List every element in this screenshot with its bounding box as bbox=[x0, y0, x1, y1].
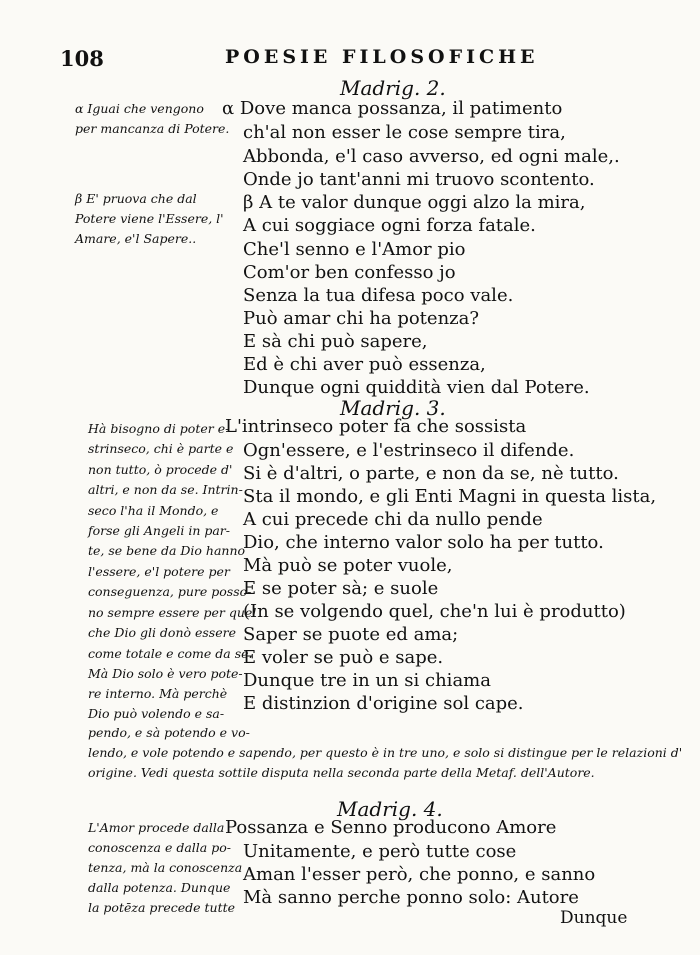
madrigal-4-heading: Madrig. 4. bbox=[337, 797, 443, 821]
verse-line: α Dove manca possanza, il patimento bbox=[222, 98, 563, 119]
verse-line: E sà chi può sapere, bbox=[243, 331, 428, 352]
margin-note: che Dio gli donò essere bbox=[88, 625, 236, 640]
margin-note: re interno. Mà perchè bbox=[88, 686, 228, 701]
running-title: POESIE FILOSOFICHE bbox=[225, 46, 539, 68]
verse-line: Dunque ogni quiddità vien dal Potere. bbox=[243, 377, 590, 398]
margin-note: non tutto, ò procede d' bbox=[88, 462, 233, 477]
madrigal-2-heading: Madrig. 2. bbox=[340, 76, 446, 100]
margin-note: Amare, e'l Sapere.. bbox=[75, 231, 197, 246]
verse-line: Si è d'altri, o parte, e non da se, nè tutto. bbox=[243, 463, 619, 484]
verse-line: Com'or ben confesso jo bbox=[243, 262, 456, 283]
verse-line: Che'l senno e l'Amor pio bbox=[243, 239, 466, 260]
margin-note: Potere viene l'Essere, l' bbox=[75, 211, 224, 226]
margin-note: per mancanza di Potere. bbox=[75, 121, 230, 136]
verse-line: Ed è chi aver può essenza, bbox=[243, 354, 486, 375]
margin-note: pendo, e sà potendo e vo- bbox=[88, 725, 250, 740]
margin-note: β E' pruova che dal bbox=[75, 191, 197, 206]
margin-note: strinseco, chi è parte e bbox=[88, 441, 234, 456]
verse-line: Può amar chi ha potenza? bbox=[243, 308, 480, 329]
verse-line: ch'al non esser le cose sempre tira, bbox=[243, 122, 566, 143]
margin-note: altri, e non da se. Intrin- bbox=[88, 482, 243, 497]
verse-line: Aman l'esser però, che ponno, e sanno bbox=[243, 864, 596, 885]
margin-note: conoscenza e dalla po- bbox=[88, 840, 231, 855]
page-header bbox=[60, 46, 620, 70]
footnote-continuation: origine. Vedi questa sottile disputa nella seconda parte della Metaf. dell'Autore. bbox=[88, 765, 595, 780]
verse-line: E voler se può e sape. bbox=[243, 647, 444, 668]
verse-line: Dio, che interno valor solo ha per tutto. bbox=[243, 532, 604, 553]
margin-note: seco l'ha il Mondo, e bbox=[88, 503, 219, 518]
margin-note: forse gli Angeli in par- bbox=[88, 523, 231, 538]
verse-line: E se poter sà; e suole bbox=[243, 578, 439, 599]
catchword: Dunque bbox=[560, 908, 628, 928]
verse-line: E distinzion d'origine sol cape. bbox=[243, 693, 524, 714]
verse-line: Ogn'essere, e l'estrinseco il difende. bbox=[243, 440, 575, 461]
margin-note: la potēza precede tutte bbox=[88, 900, 236, 915]
verse-line: Unitamente, e però tutte cose bbox=[243, 841, 517, 862]
margin-note: come totale e come da se. bbox=[88, 646, 253, 661]
verse-line: Saper se puote ed ama; bbox=[243, 624, 459, 645]
verse-line: A cui soggiace ogni forza fatale. bbox=[243, 215, 536, 236]
verse-line: A cui precede chi da nullo pende bbox=[243, 509, 543, 530]
margin-note: conseguenza, pure posso- bbox=[88, 584, 252, 599]
verse-line: Senza la tua difesa poco vale. bbox=[243, 285, 514, 306]
verse-line: Onde jo tant'anni mi truovo scontento. bbox=[243, 169, 595, 190]
margin-note: Dio può volendo e sa- bbox=[88, 706, 225, 721]
margin-note: L'Amor procede dalla bbox=[88, 820, 225, 835]
verse-line: L'intrinseco poter fa che sossista bbox=[225, 416, 527, 437]
footnote-continuation: lendo, e vole potendo e sapendo, per questo è in tre uno, e solo si distingue per le relazioni d' bbox=[88, 745, 683, 760]
margin-note: no sempre essere per quel bbox=[88, 605, 257, 620]
verse-line: β A te valor dunque oggi alzo la mira, bbox=[243, 192, 586, 213]
verse-line: Abbonda, e'l caso avverso, ed ogni male,. bbox=[243, 146, 620, 167]
madrigal-3-heading: Madrig. 3. bbox=[340, 396, 446, 420]
margin-note: te, se bene da Dio hanno bbox=[88, 543, 246, 558]
verse-line: (In se volgendo quel, che'n lui è produtto) bbox=[243, 601, 626, 622]
margin-note: l'essere, e'l potere per bbox=[88, 564, 230, 579]
margin-note: α Iguai che vengono bbox=[75, 101, 204, 116]
verse-line: Sta il mondo, e gli Enti Magni in questa lista, bbox=[243, 486, 657, 507]
margin-note: tenza, mà la conoscenza bbox=[88, 860, 243, 875]
margin-note: Mà Dio solo è vero pote- bbox=[88, 666, 243, 681]
verse-line: Mà può se poter vuole, bbox=[243, 555, 453, 576]
margin-note: dalla potenza. Dunque bbox=[88, 880, 231, 895]
verse-line: Possanza e Senno producono Amore bbox=[225, 817, 557, 838]
verse-line: Mà sanno perche ponno solo: Autore bbox=[243, 887, 579, 908]
verse-line: Dunque tre in un si chiama bbox=[243, 670, 491, 691]
margin-note: Hà bisogno di poter e- bbox=[88, 421, 230, 436]
page-number: 108 bbox=[60, 46, 104, 71]
